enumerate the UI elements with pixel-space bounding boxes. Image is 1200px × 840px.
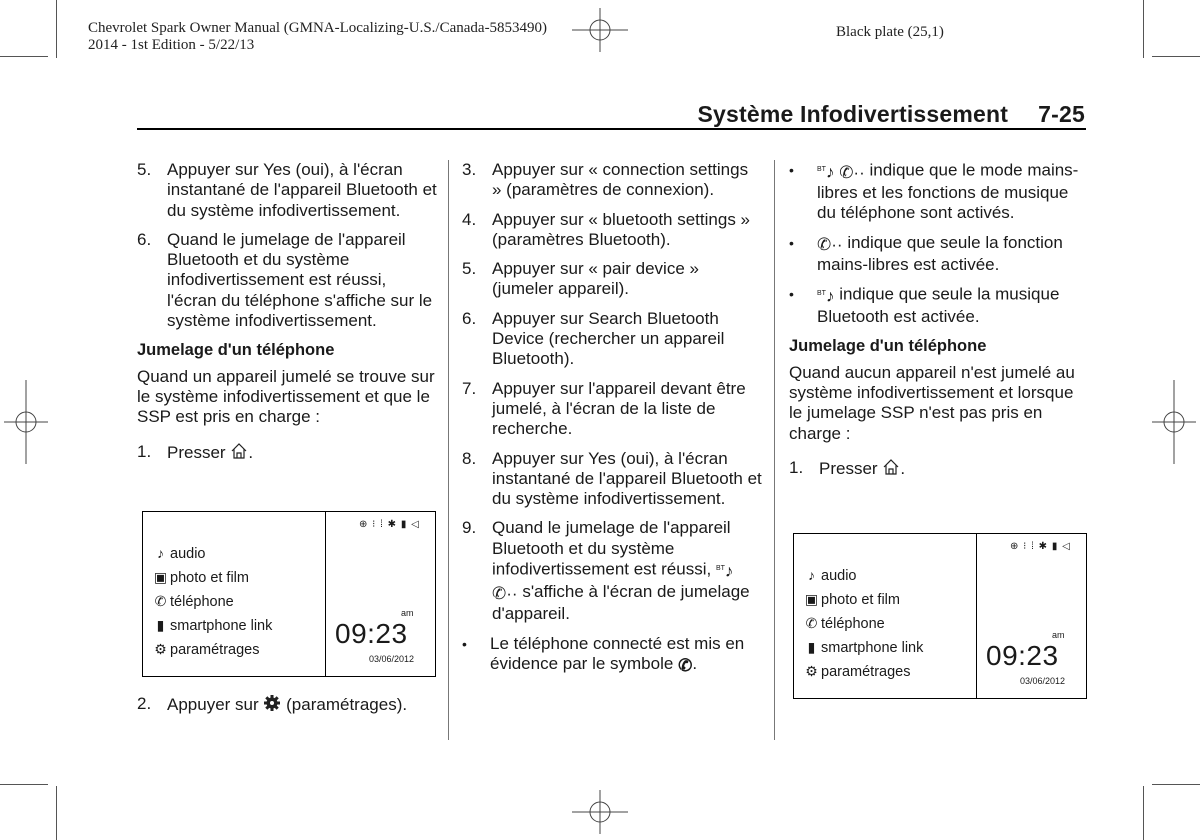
section-title <box>697 101 1085 128</box>
status-icons: ⊕ ⁝ ⁞ ✱ ▮ ◁ <box>1010 541 1071 552</box>
clock-date: 03/06/2012 <box>1020 676 1066 686</box>
phone-handset-icon: ✆ <box>678 655 693 675</box>
am-label: am <box>1052 630 1065 640</box>
gear-icon: ⚙ <box>154 641 167 657</box>
photo-icon: ▣ <box>804 591 819 607</box>
column-divider <box>448 160 449 740</box>
am-label: am <box>401 608 414 618</box>
menu-item-photo[interactable]: ▣ photo et film <box>153 566 272 590</box>
screen-divider <box>325 512 326 676</box>
home-icon <box>882 458 900 476</box>
list-item: 6. Quand le jumelage de l'appareil Bluetooth et du système infodivertissement est réussi, l'écran du téléphone s'affiche sur le système infodivertissement. <box>137 229 433 331</box>
home-menu <box>804 564 923 684</box>
gear-icon: ⚙ <box>805 663 818 679</box>
status-icons: ⊕ ⁝ ⁞ ✱ ▮ ◁ <box>359 519 420 530</box>
bluetooth-music-icon: $^{BT}$♪ <box>817 286 835 306</box>
page-number: 7-25 <box>1038 101 1085 127</box>
list-item: 1. Presser . <box>137 441 254 462</box>
column-1-bottom <box>137 694 437 724</box>
paragraph: Quand un appareil jumelé se trouve sur le système infodivertissement et que le SSP est pris en charge : <box>137 366 435 427</box>
phone-icon: ✆ <box>805 615 818 631</box>
handsfree-phone-icon: ✆·· <box>492 584 518 603</box>
section-name: Système Infodivertissement <box>697 101 1009 127</box>
menu-item-phone[interactable]: ✆ téléphone <box>153 590 272 614</box>
column-2 <box>462 160 762 685</box>
menu-item-smartphone-link[interactable]: ▮ smartphone link <box>153 614 272 638</box>
menu-item-audio[interactable]: ♪ audio <box>153 542 272 566</box>
list-item: 4. Appuyer sur « bluetooth settings » (paramètres Bluetooth). <box>462 209 750 249</box>
menu-item-settings[interactable]: ⚙ paramétrages <box>153 638 272 662</box>
column-3 <box>789 160 1089 488</box>
clock-time: 09:23 <box>335 618 408 649</box>
clock-date: 03/06/2012 <box>369 654 415 664</box>
list-item: 3. Appuyer sur « connection settings » (paramètres de connexion). <box>462 160 749 200</box>
list-item: 5. Appuyer sur Yes (oui), à l'écran instantané de l'appareil Bluetooth et du système infodivertissement. <box>137 160 437 220</box>
home-menu <box>153 542 272 662</box>
gear-icon <box>263 694 281 712</box>
handsfree-phone-icon: ✆·· <box>839 162 865 182</box>
bluetooth-music-icon: $^{BT}$♪ <box>817 162 835 182</box>
registration-mark-icon <box>572 790 628 834</box>
list-item: 6. Appuyer sur Search Bluetooth Device (rechercher un appareil Bluetooth). <box>462 308 725 369</box>
title-rule <box>137 128 1086 130</box>
subheading: Jumelage d'un téléphone <box>789 337 987 356</box>
photo-icon: ▣ <box>153 569 168 585</box>
menu-item-audio[interactable]: ♪ audio <box>804 564 923 588</box>
registration-mark-icon <box>4 380 48 464</box>
doc-header <box>88 20 547 54</box>
registration-mark-icon <box>1152 380 1196 464</box>
header-line2: 2014 - 1st Edition - 5/22/13 <box>88 37 255 53</box>
list-item: • $^{BT}$♪ ✆·· indique que le mode mains-libres et les fonctions de musique du téléphone sont activés. <box>789 160 1079 223</box>
smartphone-icon: ▮ <box>156 617 165 633</box>
plate-label: Black plate (25,1) <box>836 24 944 40</box>
list-item: 2. Appuyer sur (paramétrages). <box>137 694 408 714</box>
music-note-icon: ♪ <box>808 567 815 583</box>
list-item: • $^{BT}$♪ indique que seule la musique Bluetooth est activée. <box>789 284 1060 327</box>
column-divider <box>774 160 775 740</box>
list-item: 1. Presser . <box>789 457 906 478</box>
smartphone-icon: ▮ <box>807 639 816 655</box>
infotainment-screen <box>793 533 1087 699</box>
list-item: 8. Appuyer sur Yes (oui), à l'écran instantané de l'appareil Bluetooth et du système infodivertissement. <box>462 448 762 509</box>
clock-time: 09:23 <box>986 640 1059 671</box>
menu-item-photo[interactable]: ▣ photo et film <box>804 588 923 612</box>
menu-item-phone[interactable]: ✆ téléphone <box>804 612 923 636</box>
music-note-icon: ♪ <box>157 545 164 561</box>
subheading: Jumelage d'un téléphone <box>137 341 335 360</box>
column-1 <box>137 160 437 472</box>
list-item: • ✆·· indique que seule la fonction mains-libres est activée. <box>789 232 1063 274</box>
menu-item-settings[interactable]: ⚙ paramétrages <box>804 660 923 684</box>
menu-item-smartphone-link[interactable]: ▮ smartphone link <box>804 636 923 660</box>
phone-icon: ✆ <box>154 593 167 609</box>
handsfree-phone-icon: ✆·· <box>817 234 843 254</box>
header-line1: Chevrolet Spark Owner Manual (GMNA-Localizing-U.S./Canada-5853490) <box>88 20 548 36</box>
infotainment-screen <box>142 511 436 677</box>
screen-divider <box>976 534 977 698</box>
paragraph: Quand aucun appareil n'est jumelé au système infodivertissement et lorsque le jumelage SSP n'est pas pris en charge : <box>789 362 1075 443</box>
home-icon <box>230 442 248 460</box>
list-item: • Le téléphone connecté est mis en évidence par le symbole ✆. <box>462 633 745 675</box>
registration-mark-icon <box>572 8 628 52</box>
list-item: 7. Appuyer sur l'appareil devant être jumelé, à l'écran de la liste de recherche. <box>462 378 746 439</box>
list-item: 5. Appuyer sur « pair device » (jumeler appareil). <box>462 259 699 299</box>
bluetooth-music-icon: $^{BT}$♪ <box>715 561 734 581</box>
list-item: 9. Quand le jumelage de l'appareil Bluetooth et du système infodivertissement est réussi, $^{BT}$♪ ✆·· s'affiche à l'écran de jumelage d'appareil. <box>462 518 750 624</box>
